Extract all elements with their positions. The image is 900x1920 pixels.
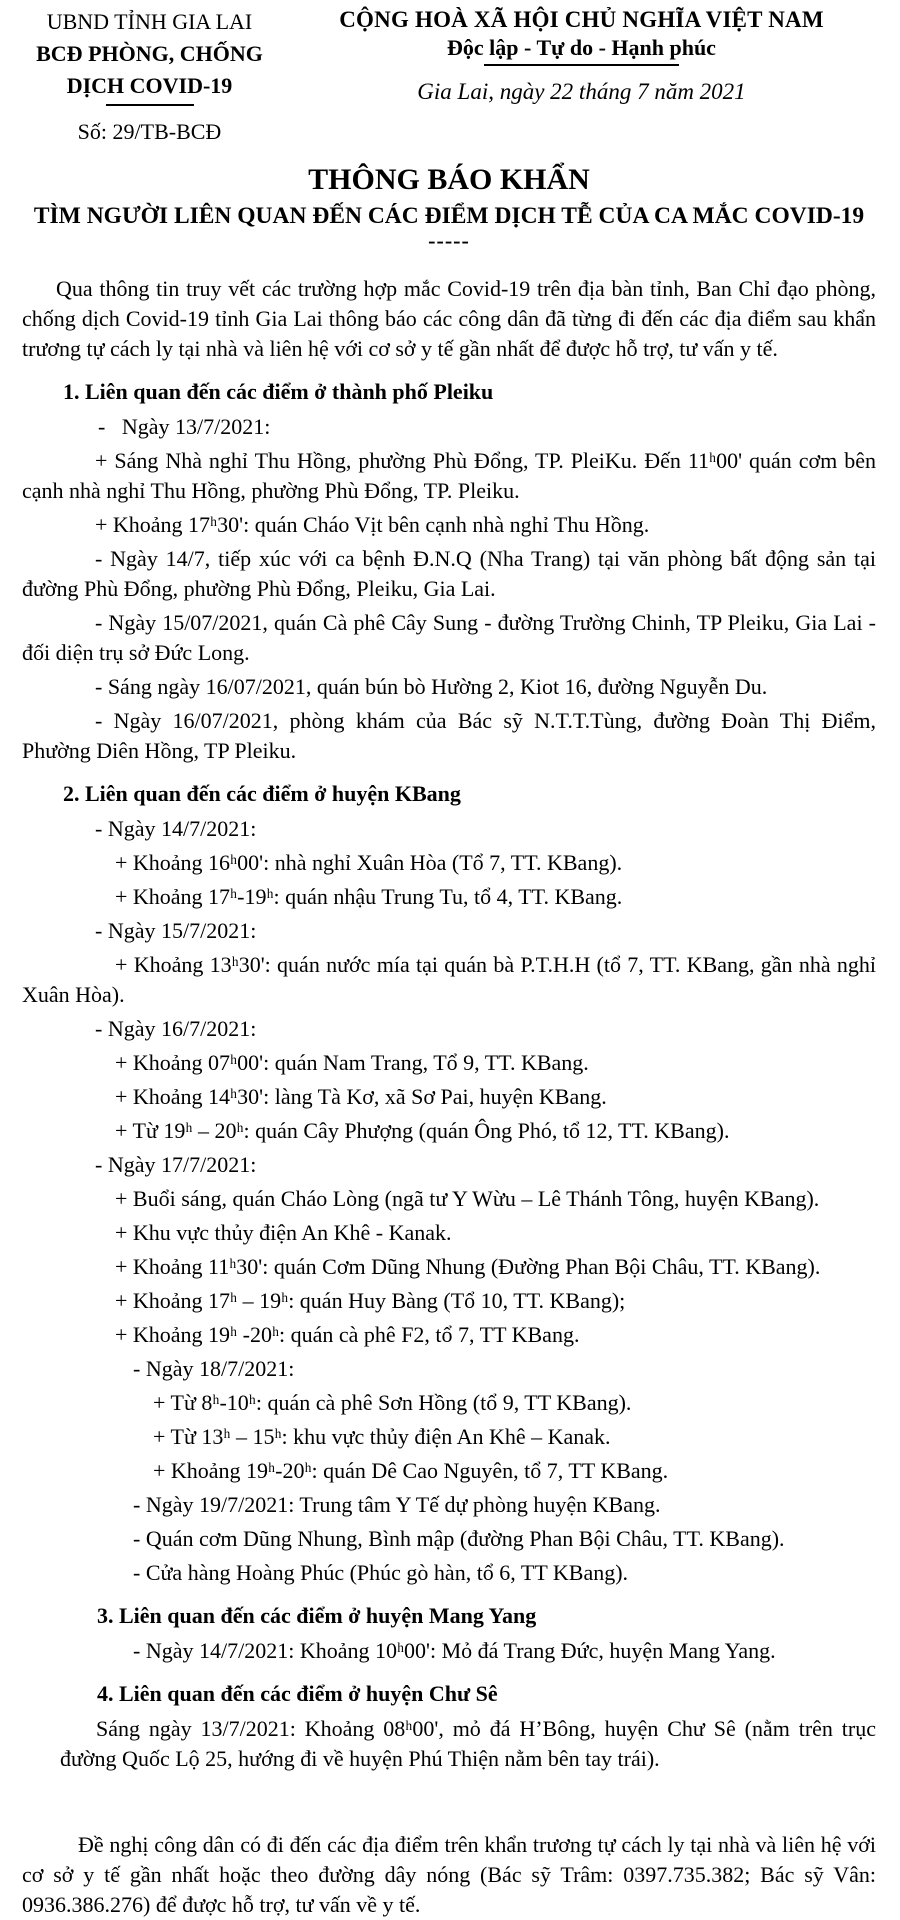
notice-title: THÔNG BÁO KHẨN [308, 163, 590, 196]
list-item: + Khoảng 19ʰ-20ʰ: quán Dê Cao Nguyên, tổ 7, TT KBang. [153, 1458, 669, 1483]
document-body [22, 274, 876, 1920]
list-item: - Ngày 17/7/2021: [95, 1152, 257, 1177]
list-item: - Ngày 14/7, tiếp xúc với ca bệnh Đ.N.Q (Nha Trang) tại văn phòng bất động sản tại đường Phù Đổng, phường Phù Đổng, Pleiku, Gia Lai. [22, 546, 876, 601]
list-item: + Khoảng 07ʰ00': quán Nam Trang, Tổ 9, TT. KBang. [115, 1050, 589, 1075]
list-item: + Khoảng 17ʰ-19ʰ: quán nhậu Trung Tu, tổ 4, TT. KBang. [115, 884, 623, 909]
list-item: + Sáng Nhà nghỉ Thu Hồng, phường Phù Đổng, TP. PleiKu. Đến 11ʰ00' quán cơm bên cạnh nhà nghỉ Thu Hồng, phường Phù Đổng, TP. Pleiku. [22, 448, 876, 503]
place-date-line: Gia Lai, ngày 22 tháng 7 năm 2021 [417, 79, 746, 104]
list-item: + Khoảng 14ʰ30': làng Tà Kơ, xã Sơ Pai, huyện KBang. [115, 1084, 607, 1109]
list-item: + Khoảng 19ʰ -20ʰ: quán cà phê F2, tổ 7, TT KBang. [115, 1322, 580, 1347]
list-item: + Khoảng 17ʰ – 19ʰ: quán Huy Bàng (Tổ 10, TT. KBang); [115, 1288, 626, 1313]
document-header [22, 6, 876, 148]
section-heading: 4. Liên quan đến các điểm ở huyện Chư Sê [97, 1681, 498, 1706]
list-item: - Ngày 18/7/2021: [133, 1356, 295, 1381]
sections [22, 377, 876, 1774]
list-item: + Từ 19ʰ – 20ʰ: quán Cây Phượng (quán Ông Phó, tổ 12, TT. KBang). [115, 1118, 730, 1143]
closing-paragraph: Đề nghị công dân có đi đến các địa điểm trên khẩn trương tự cách ly tại nhà và liên hệ với cơ sở y tế gần nhất hoặc theo đường dây nóng (Bác sỹ Trâm: 0397.735.382; Bác sỹ Vân: 0936.386.276) để được hỗ trợ, tư vấn về y tế. [22, 1832, 876, 1917]
intro-paragraph: Qua thông tin truy vết các trường hợp mắc Covid-19 trên địa bàn tỉnh, Ban Chỉ đạo phòng, chống dịch Covid-19 tỉnh Gia Lai thông báo các công dân đã từng đi đến các địa điểm sau khẩn trương tự cách ly tại nhà và liên hệ với cơ sở y tế gần nhất để được hỗ trợ, tư vấn y tế. [22, 276, 876, 361]
notice-subtitle: TÌM NGƯỜI LIÊN QUAN ĐẾN CÁC ĐIỂM DỊCH TỄ CỦA CA MẮC COVID-19 [33, 203, 865, 229]
national-motto-line1: CỘNG HOÀ XÃ HỘI CHỦ NGHĨA VIỆT NAM [339, 7, 824, 32]
list-item: - Ngày 13/7/2021: [98, 414, 271, 439]
section-paragraph: Sáng ngày 13/7/2021: Khoảng 08ʰ00', mỏ đá H’Bông, huyện Chư Sê (nằm trên trục đường Quốc Lộ 25, hướng đi về huyện Phú Thiện nằm bên tay trái). [60, 1716, 876, 1771]
list-item: - Quán cơm Dũng Nhung, Bình mập (đường Phan Bội Châu, TT. KBang). [133, 1526, 785, 1551]
list-item: + Khu vực thủy điện An Khê - Kanak. [115, 1220, 452, 1245]
section-heading: 2. Liên quan đến các điểm ở huyện KBang [63, 781, 461, 806]
header-right-rule [484, 64, 679, 66]
section-heading: 1. Liên quan đến các điểm ở thành phố Pleiku [63, 379, 494, 404]
org-parent: UBND TỈNH GIA LAI [46, 9, 253, 34]
list-item: + Khoảng 16ʰ00': nhà nghỉ Xuân Hòa (Tổ 7, TT. KBang). [115, 850, 623, 875]
national-motto-block [277, 6, 876, 106]
org-name-line1: BCĐ PHÒNG, CHỐNG [36, 41, 263, 66]
list-item: - Cửa hàng Hoàng Phúc (Phúc gò hàn, tổ 6, TT KBang). [133, 1560, 629, 1585]
section-heading: 3. Liên quan đến các điểm ở huyện Mang Yang [97, 1603, 537, 1628]
list-item: + Từ 13ʰ – 15ʰ: khu vực thủy điện An Khê – Kanak. [153, 1424, 611, 1449]
list-item: - Ngày 16/7/2021: [95, 1016, 257, 1041]
title-separator: ----- [428, 228, 470, 253]
list-item: + Khoảng 17ʰ30': quán Cháo Vịt bên cạnh nhà nghỉ Thu Hồng. [95, 512, 650, 537]
list-item: - Ngày 16/07/2021, phòng khám của Bác sỹ N.T.T.Tùng, đường Đoàn Thị Điểm, Phường Diên Hồng, TP Pleiku. [22, 708, 876, 763]
issuing-authority-block [22, 6, 277, 148]
list-item: - Ngày 14/7/2021: [95, 816, 257, 841]
org-name-line2: DỊCH COVID-19 [66, 73, 233, 98]
list-item: - Ngày 19/7/2021: Trung tâm Y Tế dự phòng huyện KBang. [133, 1492, 661, 1517]
title-block [22, 162, 876, 253]
list-item: - Ngày 14/7/2021: Khoảng 10ʰ00': Mỏ đá Trang Đức, huyện Mang Yang. [133, 1638, 776, 1663]
document-number: Số: 29/TB-BCĐ [77, 119, 222, 144]
list-item: - Ngày 15/07/2021, quán Cà phê Cây Sung - đường Trường Chinh, TP Pleiku, Gia Lai - đối diện trụ sở Đức Long. [22, 610, 876, 665]
header-left-rule [106, 104, 194, 106]
list-item: + Từ 8ʰ-10ʰ: quán cà phê Sơn Hồng (tổ 9, TT KBang). [153, 1390, 632, 1415]
list-item: - Ngày 15/7/2021: [95, 918, 257, 943]
list-item: + Khoảng 11ʰ30': quán Cơm Dũng Nhung (Đường Phan Bội Châu, TT. KBang). [115, 1254, 821, 1279]
list-item: - Sáng ngày 16/07/2021, quán bún bò Hường 2, Kiot 16, đường Nguyễn Du. [95, 674, 768, 699]
list-item: + Khoảng 13ʰ30': quán nước mía tại quán bà P.T.H.H (tổ 7, TT. KBang, gần nhà nghỉ Xuân Hòa). [22, 952, 876, 1007]
national-motto-line2: Độc lập - Tự do - Hạnh phúc [447, 35, 716, 60]
list-item: + Buổi sáng, quán Cháo Lòng (ngã tư Y Wừu – Lê Thánh Tông, huyện KBang). [115, 1186, 820, 1211]
